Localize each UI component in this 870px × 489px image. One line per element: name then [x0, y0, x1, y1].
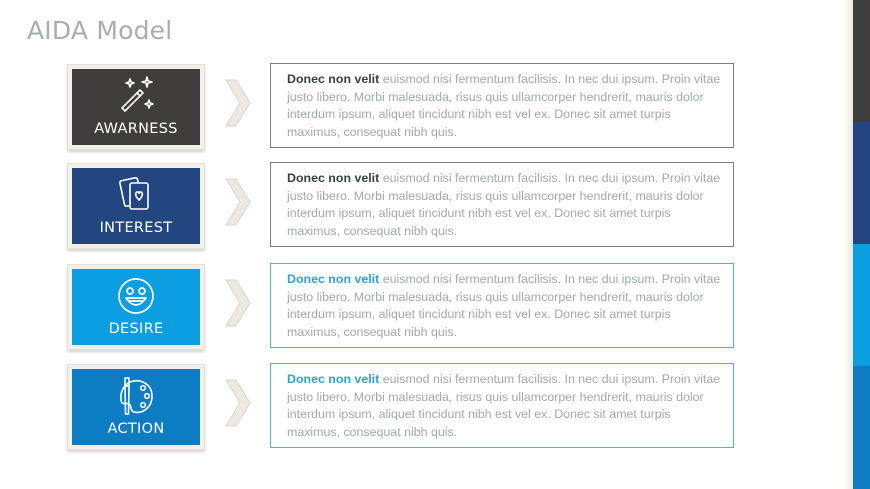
chevron-right-icon — [224, 378, 252, 428]
body-text: euismod nisi fermentum facilisis. In nec dui ipsum. Proin vitae justo libero. Morbi malesuada, risus quis ullamcorper hendrerit, mauris dolor interdum ipsum, aliquet tincidunt nibh est vel ex. Donec sit amet turpis maximus, consequat nibh quis. — [287, 72, 721, 139]
description-box — [270, 363, 734, 448]
step-label: DESIRE — [108, 321, 164, 337]
page-title: AIDA Model — [27, 16, 173, 45]
color-band-desire — [853, 244, 870, 366]
step-tile-desire[interactable] — [72, 269, 200, 345]
body-text: euismod nisi fermentum facilisis. In nec dui ipsum. Proin vitae justo libero. Morbi malesuada, risus quis ullamcorper hendrerit, mauris dolor interdum ipsum, aliquet tincidunt nibh est vel ex. Donec sit amet turpis maximus, consequat nibh quis. — [287, 272, 721, 339]
aida-row-action — [0, 364, 844, 454]
color-band-action — [853, 366, 870, 489]
description-box — [270, 263, 734, 348]
step-label: AWARNESS — [94, 121, 178, 137]
paint-palette-icon — [116, 374, 156, 418]
description-box — [270, 63, 734, 148]
color-band-interest — [853, 122, 870, 244]
step-tile-awareness[interactable] — [72, 69, 200, 145]
step-tile-frame — [67, 64, 205, 150]
aida-row-desire — [0, 264, 844, 354]
description-box — [270, 162, 734, 247]
lead-text: Donec non velit — [287, 72, 380, 86]
step-tile-action[interactable] — [72, 369, 200, 445]
body-text: euismod nisi fermentum facilisis. In nec dui ipsum. Proin vitae justo libero. Morbi malesuada, risus quis ullamcorper hendrerit, mauris dolor interdum ipsum, aliquet tincidunt nibh est vel ex. Donec sit amet turpis maximus, consequat nibh quis. — [287, 171, 721, 238]
smiley-face-icon — [116, 274, 156, 318]
step-label: ACTION — [107, 421, 165, 437]
step-tile-frame — [67, 163, 205, 249]
magic-wand-icon — [116, 74, 156, 118]
step-label: INTEREST — [99, 220, 173, 236]
chevron-right-icon — [224, 78, 252, 128]
step-tile-interest[interactable] — [72, 168, 200, 244]
playing-cards-icon — [116, 173, 156, 217]
lead-text: Donec non velit — [287, 272, 380, 286]
aida-row-awareness — [0, 64, 844, 154]
color-band-awareness — [853, 0, 870, 122]
chevron-right-icon — [224, 278, 252, 328]
chevron-right-icon — [224, 177, 252, 227]
lead-text: Donec non velit — [287, 372, 380, 386]
sidebar-shadow — [844, 0, 853, 489]
body-text: euismod nisi fermentum facilisis. In nec dui ipsum. Proin vitae justo libero. Morbi malesuada, risus quis ullamcorper hendrerit, mauris dolor interdum ipsum, aliquet tincidunt nibh est vel ex. Donec sit amet turpis maximus, consequat nibh quis. — [287, 372, 721, 439]
lead-text: Donec non velit — [287, 171, 380, 185]
step-tile-frame — [67, 264, 205, 350]
step-tile-frame — [67, 364, 205, 450]
aida-row-interest — [0, 163, 844, 253]
